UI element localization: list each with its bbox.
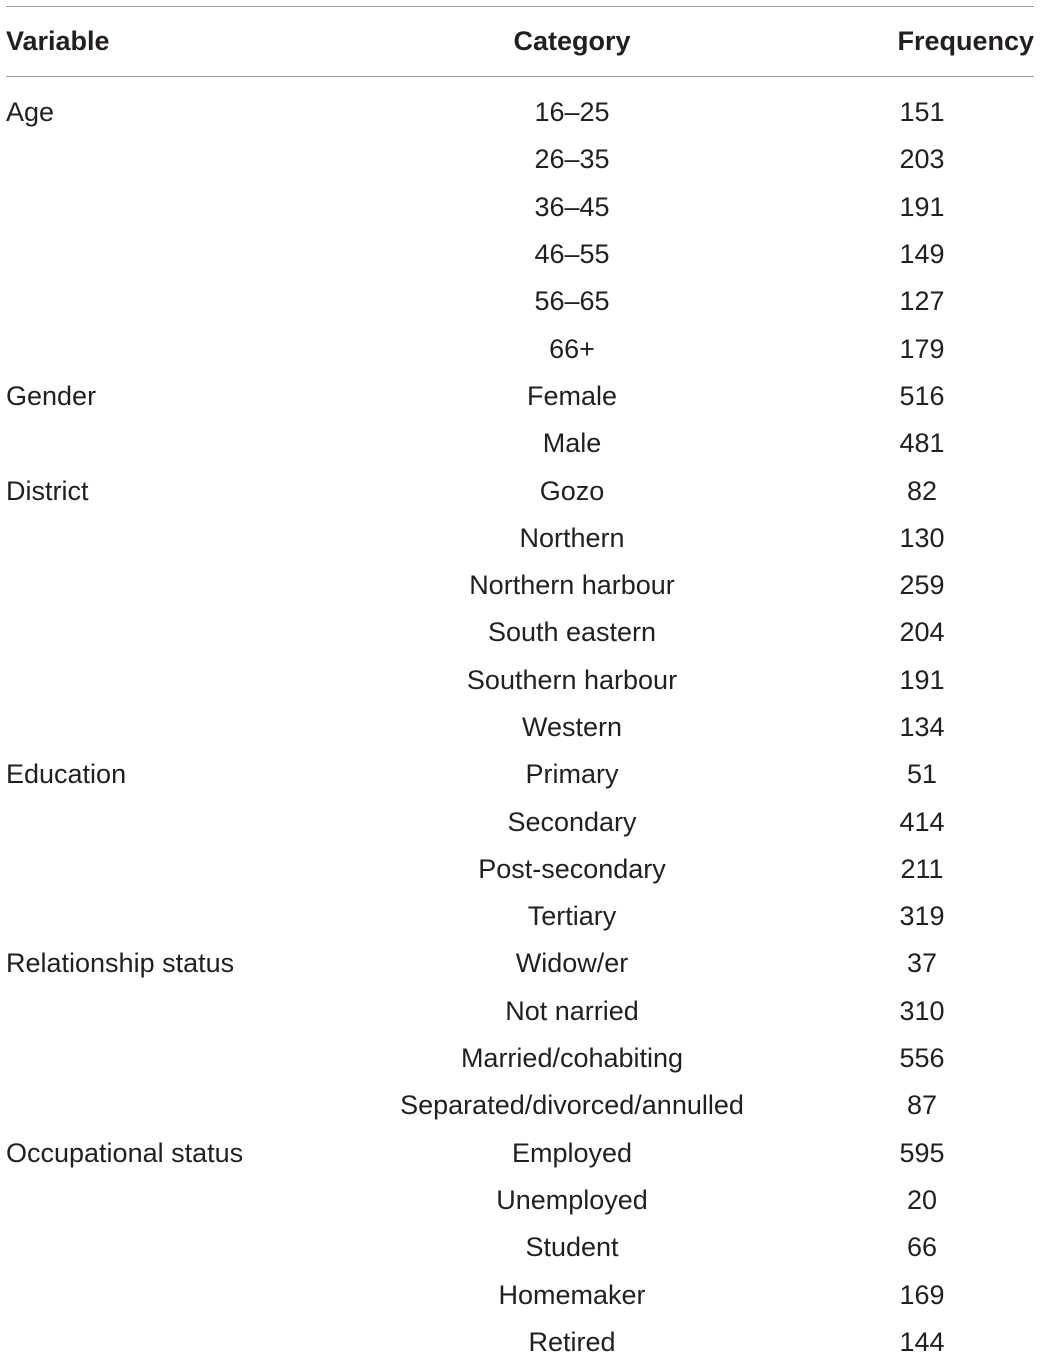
table-row (6, 1130, 1034, 1177)
cell-category: Student (525, 1232, 619, 1263)
cell-category: 56–65 (534, 286, 610, 317)
cell-frequency: 516 (899, 380, 945, 411)
cell-category: Gozo (539, 475, 605, 506)
cell-category: Employed (511, 1137, 633, 1168)
cell-frequency: 211 (900, 853, 944, 884)
table-row (6, 325, 1034, 372)
cell-frequency: 149 (899, 239, 945, 270)
cell-variable: District (6, 475, 89, 506)
table-row (6, 1271, 1034, 1318)
cell-frequency: 82 (906, 475, 938, 506)
cell-frequency: 127 (899, 286, 945, 317)
table-row (6, 515, 1034, 562)
cell-frequency: 151 (899, 97, 945, 128)
cell-category: Post-secondary (478, 853, 666, 884)
cell-frequency: 414 (899, 806, 945, 837)
cell-frequency: 134 (899, 712, 945, 742)
cell-category: 16–25 (534, 97, 610, 128)
cell-category: Retired (528, 1326, 616, 1357)
table-row (6, 136, 1034, 183)
cell-frequency: 481 (899, 428, 945, 459)
table-header-rule (6, 76, 1034, 77)
table-row (6, 751, 1034, 798)
cell-frequency: 191 (899, 664, 945, 695)
table-header-row (6, 7, 1034, 76)
table-row (6, 467, 1034, 514)
cell-category: Not narried (505, 995, 639, 1026)
cell-category: 26–35 (534, 144, 610, 175)
cell-category: Tertiary (527, 901, 617, 932)
cell-variable: Education (6, 759, 127, 790)
cell-category: Unemployed (496, 1184, 648, 1215)
cell-frequency: 87 (906, 1090, 938, 1121)
cell-category: Male (542, 428, 602, 459)
table-row (6, 1224, 1034, 1271)
cell-frequency: 191 (899, 191, 945, 222)
cell-frequency: 179 (899, 333, 945, 364)
cell-category: Northern harbour (469, 570, 675, 601)
cell-frequency: 130 (899, 522, 945, 553)
table-row (6, 231, 1034, 278)
cell-frequency: 37 (906, 948, 938, 979)
cell-frequency: 319 (899, 901, 945, 932)
cell-frequency: 204 (899, 617, 945, 648)
table-row (6, 420, 1034, 467)
table-row (6, 657, 1034, 704)
header-variable: Variable (6, 26, 110, 56)
cell-category: South eastern (487, 617, 657, 648)
cell-frequency: 203 (899, 144, 945, 175)
cell-category: Separated/divorced/annulled (400, 1090, 744, 1121)
cell-category: 36–45 (534, 191, 610, 222)
cell-category: Female (526, 380, 618, 411)
table-row (6, 1035, 1034, 1082)
header-category: Category (513, 26, 631, 56)
cell-category: Southern harbour (466, 664, 678, 695)
header-frequency: Frequency (897, 26, 1034, 56)
table-row (6, 1082, 1034, 1129)
cell-frequency: 310 (899, 995, 945, 1026)
cell-frequency: 144 (899, 1326, 945, 1357)
cell-category: Homemaker (498, 1279, 646, 1310)
cell-frequency: 556 (899, 1043, 945, 1074)
cell-frequency: 259 (899, 570, 945, 601)
table-row (6, 184, 1034, 231)
cell-category: Married/cohabiting (460, 1043, 684, 1074)
table-row (6, 940, 1034, 987)
cell-variable: Gender (6, 380, 97, 411)
table-row (6, 798, 1034, 845)
table-row (6, 278, 1034, 325)
cell-variable: Relationship status (6, 948, 235, 979)
cell-category: Primary (525, 759, 619, 790)
cell-variable: Age (6, 97, 55, 128)
table-row (6, 1177, 1034, 1224)
demographics-table (6, 6, 1034, 1366)
table-row (6, 893, 1034, 940)
cell-frequency: 66 (906, 1232, 938, 1263)
cell-frequency: 20 (906, 1184, 938, 1215)
table-row (6, 562, 1034, 609)
cell-frequency: 169 (899, 1279, 945, 1310)
table-row (6, 704, 1034, 751)
table-body (6, 89, 1034, 1366)
table-row (6, 373, 1034, 420)
cell-variable: Occupational status (6, 1137, 244, 1168)
cell-category: Western (521, 712, 623, 742)
cell-frequency: 595 (899, 1137, 945, 1168)
cell-frequency: 51 (906, 759, 938, 790)
cell-category: 66+ (549, 333, 595, 364)
table-row (6, 846, 1034, 893)
cell-category: Northern (519, 522, 625, 553)
cell-category: 46–55 (534, 239, 610, 270)
cell-category: Secondary (507, 806, 637, 837)
table-row (6, 89, 1034, 136)
table-row (6, 988, 1034, 1035)
table-row (6, 609, 1034, 656)
cell-category: Widow/er (515, 948, 629, 979)
